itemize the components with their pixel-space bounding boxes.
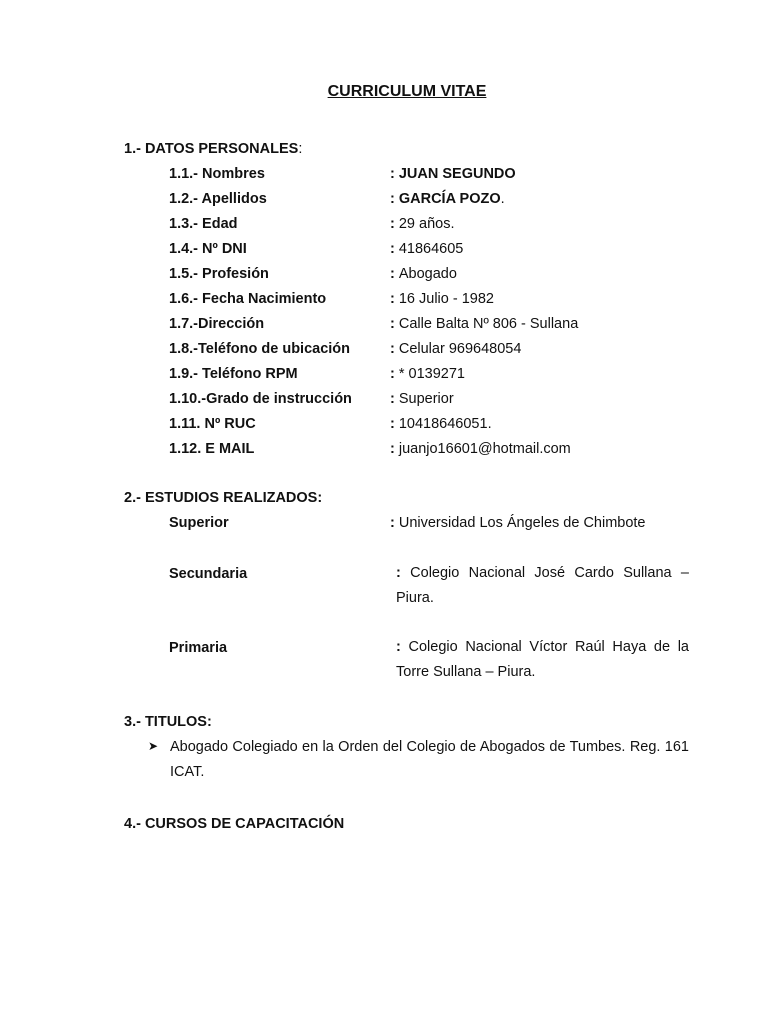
- arrow-bullet-icon: ➤: [148, 739, 159, 753]
- section-heading-personal: [124, 140, 302, 158]
- studies-primaria-label: Primaria: [169, 640, 228, 656]
- personal-row-value-text: Abogado: [398, 266, 457, 282]
- section-heading-studies: 2.- ESTUDIOS REALIZADOS:: [124, 490, 323, 506]
- personal-row-label: 1.1.- Nombres: [169, 166, 265, 182]
- personal-row-value-text: 29 años.: [398, 216, 455, 232]
- personal-row-value: : GARCÍA POZO.: [390, 191, 505, 207]
- personal-row-value-text: GARCÍA POZO: [398, 191, 501, 207]
- personal-row-value-text: 16 Julio - 1982: [398, 291, 494, 307]
- personal-row-value-suffix: .: [500, 191, 505, 207]
- studies-secundaria-label: Secundaria: [169, 566, 248, 582]
- studies-superior-value: : Universidad Los Ángeles de Chimbote: [390, 515, 646, 531]
- personal-row-value-text: Celular 969648054: [398, 341, 522, 357]
- personal-row-value-text: JUAN SEGUNDO: [398, 166, 516, 182]
- studies-superior-label: Superior: [169, 515, 229, 531]
- personal-row-label: 1.4.- Nº DNI: [169, 241, 247, 257]
- personal-row-value-text: Calle Balta Nº 806 - Sullana: [398, 316, 579, 332]
- personal-row-label: 1.2.- Apellidos: [169, 191, 267, 207]
- personal-row-label: 1.7.-Dirección: [169, 316, 265, 332]
- personal-row-value-text: Superior: [398, 391, 454, 407]
- personal-row-value: : Superior: [390, 391, 454, 407]
- personal-row-value: : 10418646051.: [390, 416, 492, 432]
- personal-row-label: 1.3.- Edad: [169, 216, 238, 232]
- personal-row-value: : Calle Balta Nº 806 - Sullana: [390, 316, 579, 332]
- studies-primaria-text: Colegio Nacional Víctor Raúl Haya de la Torre Sullana – Piura.: [396, 639, 689, 680]
- personal-row-label: 1.8.-Teléfono de ubicación: [169, 341, 351, 357]
- titles-item: Abogado Colegiado en la Orden del Colegio de Abogados de Tumbes. Reg. 161 ICAT.: [170, 739, 689, 780]
- section-heading-text: 1.- DATOS PERSONALES: [124, 141, 299, 157]
- studies-secundaria-value: : Colegio Nacional José Cardo Sullana – Piura.: [396, 565, 689, 606]
- personal-row-value-text: 41864605: [398, 241, 464, 257]
- document-title: CURRICULUM VITAE: [327, 83, 487, 100]
- personal-row-label: 1.11. Nº RUC: [169, 416, 256, 432]
- personal-row-value-text: 10418646051.: [398, 416, 492, 432]
- personal-row-label: 1.10.-Grado de instrucción: [169, 391, 352, 407]
- personal-row-value: : * 0139271: [390, 366, 465, 382]
- personal-row-label: 1.9.- Teléfono RPM: [169, 366, 298, 382]
- personal-row-value: : 41864605: [390, 241, 464, 257]
- personal-row-value: : Abogado: [390, 266, 457, 282]
- personal-row-value: : juanjo16601@hotmail.com: [390, 441, 571, 457]
- personal-row-value: : 29 años.: [390, 216, 455, 232]
- personal-row-label: 1.6.- Fecha Nacimiento: [169, 291, 327, 307]
- section-heading-titles: 3.- TITULOS:: [124, 714, 212, 730]
- personal-row-value: : Celular 969648054: [390, 341, 522, 357]
- personal-row-value: : JUAN SEGUNDO: [390, 166, 516, 182]
- personal-row-label: 1.5.- Profesión: [169, 266, 269, 282]
- heading-colon: :: [298, 141, 303, 157]
- section-heading-courses: 4.- CURSOS DE CAPACITACIÓN: [124, 816, 345, 832]
- personal-row-value: : 16 Julio - 1982: [390, 291, 494, 307]
- studies-secundaria-text: Colegio Nacional José Cardo Sullana – Piura.: [396, 565, 689, 606]
- studies-superior-text: Universidad Los Ángeles de Chimbote: [398, 515, 646, 531]
- personal-row-value-text: * 0139271: [398, 366, 465, 382]
- personal-row-label: 1.12. E MAIL: [169, 441, 255, 457]
- studies-primaria-value: : Colegio Nacional Víctor Raúl Haya de la Torre Sullana – Piura.: [396, 639, 689, 680]
- personal-row-value-text: juanjo16601@hotmail.com: [398, 441, 571, 457]
